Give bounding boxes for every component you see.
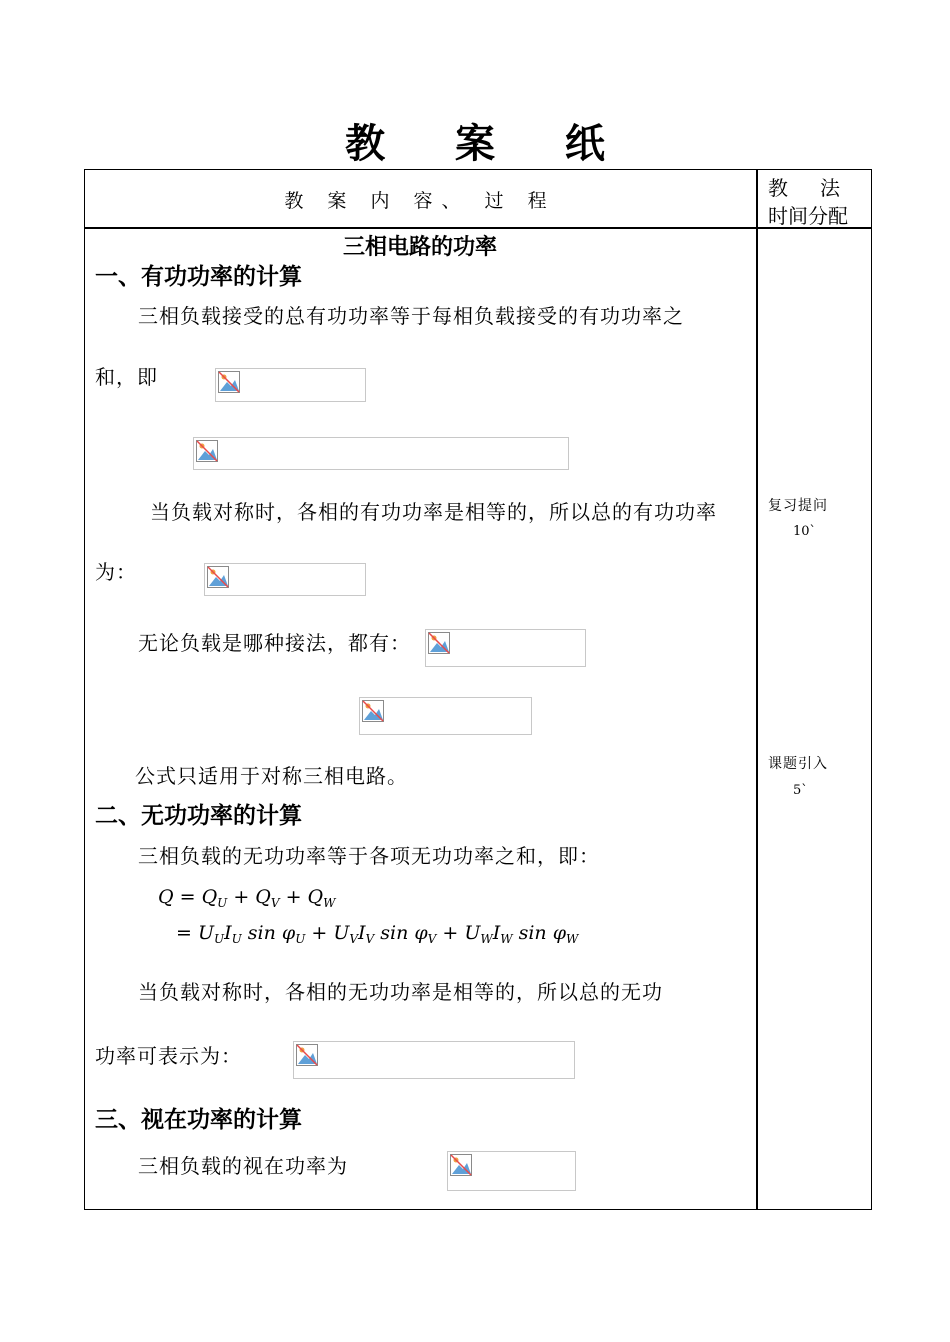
section-heading-apparent-power: 三、视在功率的计算: [95, 1106, 302, 1133]
formula-line: = $U_UI_U$ $\sin \varphi_U + U_VI_V$ $\sin \varphi_V + U_WI_W$ $\sin \varphi_W$: [176, 922, 579, 946]
formula-line: $Q = Q_U + Q_V + Q_W$: [158, 886, 336, 910]
header-time-allocation: 时间分配: [768, 204, 848, 228]
formula-image: [293, 1041, 575, 1079]
broken-image-icon: [428, 632, 450, 654]
header-divider: [84, 227, 872, 229]
formula-image: [204, 563, 366, 596]
formula-image: [215, 368, 366, 402]
section-heading-active-power: 一、有功功率的计算: [95, 263, 302, 290]
paragraph-text: 无论负载是哪种接法，都有：: [138, 631, 411, 655]
formula-image: [425, 629, 586, 667]
side-note-label: 复习提问: [768, 498, 828, 514]
paragraph-text: 三相负载的视在功率为: [138, 1154, 348, 1178]
section-heading-reactive-power: 二、无功功率的计算: [95, 802, 302, 829]
header-method-b: 法: [820, 176, 842, 200]
lesson-title: 三相电路的功率: [342, 234, 497, 260]
broken-image-icon: [450, 1154, 472, 1176]
paragraph-text: 当负载对称时，各相的无功功率是相等的，所以总的无功: [138, 980, 663, 1004]
broken-image-icon: [362, 700, 384, 722]
broken-image-icon: [196, 440, 218, 462]
formula-image: [447, 1151, 576, 1191]
paragraph-text: 为：: [95, 560, 137, 584]
paragraph-text: 公式只适用于对称三相电路。: [135, 764, 408, 788]
broken-image-icon: [218, 371, 240, 393]
paragraph-text: 和，即: [95, 365, 158, 389]
header-content-process: 教 案 内 容、 过 程: [284, 190, 556, 212]
header-method: [768, 172, 842, 201]
header-method-a: 教: [768, 176, 790, 200]
broken-image-icon: [207, 566, 229, 588]
broken-image-icon: [296, 1044, 318, 1066]
paragraph-text: 三相负载的无功功率等于各项无功功率之和，即：: [138, 844, 600, 868]
page-title: 教 案 纸: [345, 120, 633, 167]
side-note-time: 10`: [793, 524, 817, 539]
formula-image: [193, 437, 569, 470]
paragraph-text: 功率可表示为：: [95, 1044, 242, 1068]
side-note-label: 课题引入: [768, 756, 828, 772]
side-note-time: 5`: [793, 783, 808, 798]
paragraph-text: 三相负载接受的总有功功率等于每相负载接受的有功功率之: [138, 304, 684, 328]
formula-image: [359, 697, 532, 735]
paragraph-text: 当负载对称时，各相的有功功率是相等的，所以总的有功功率: [150, 500, 717, 524]
column-divider: [756, 169, 758, 1210]
